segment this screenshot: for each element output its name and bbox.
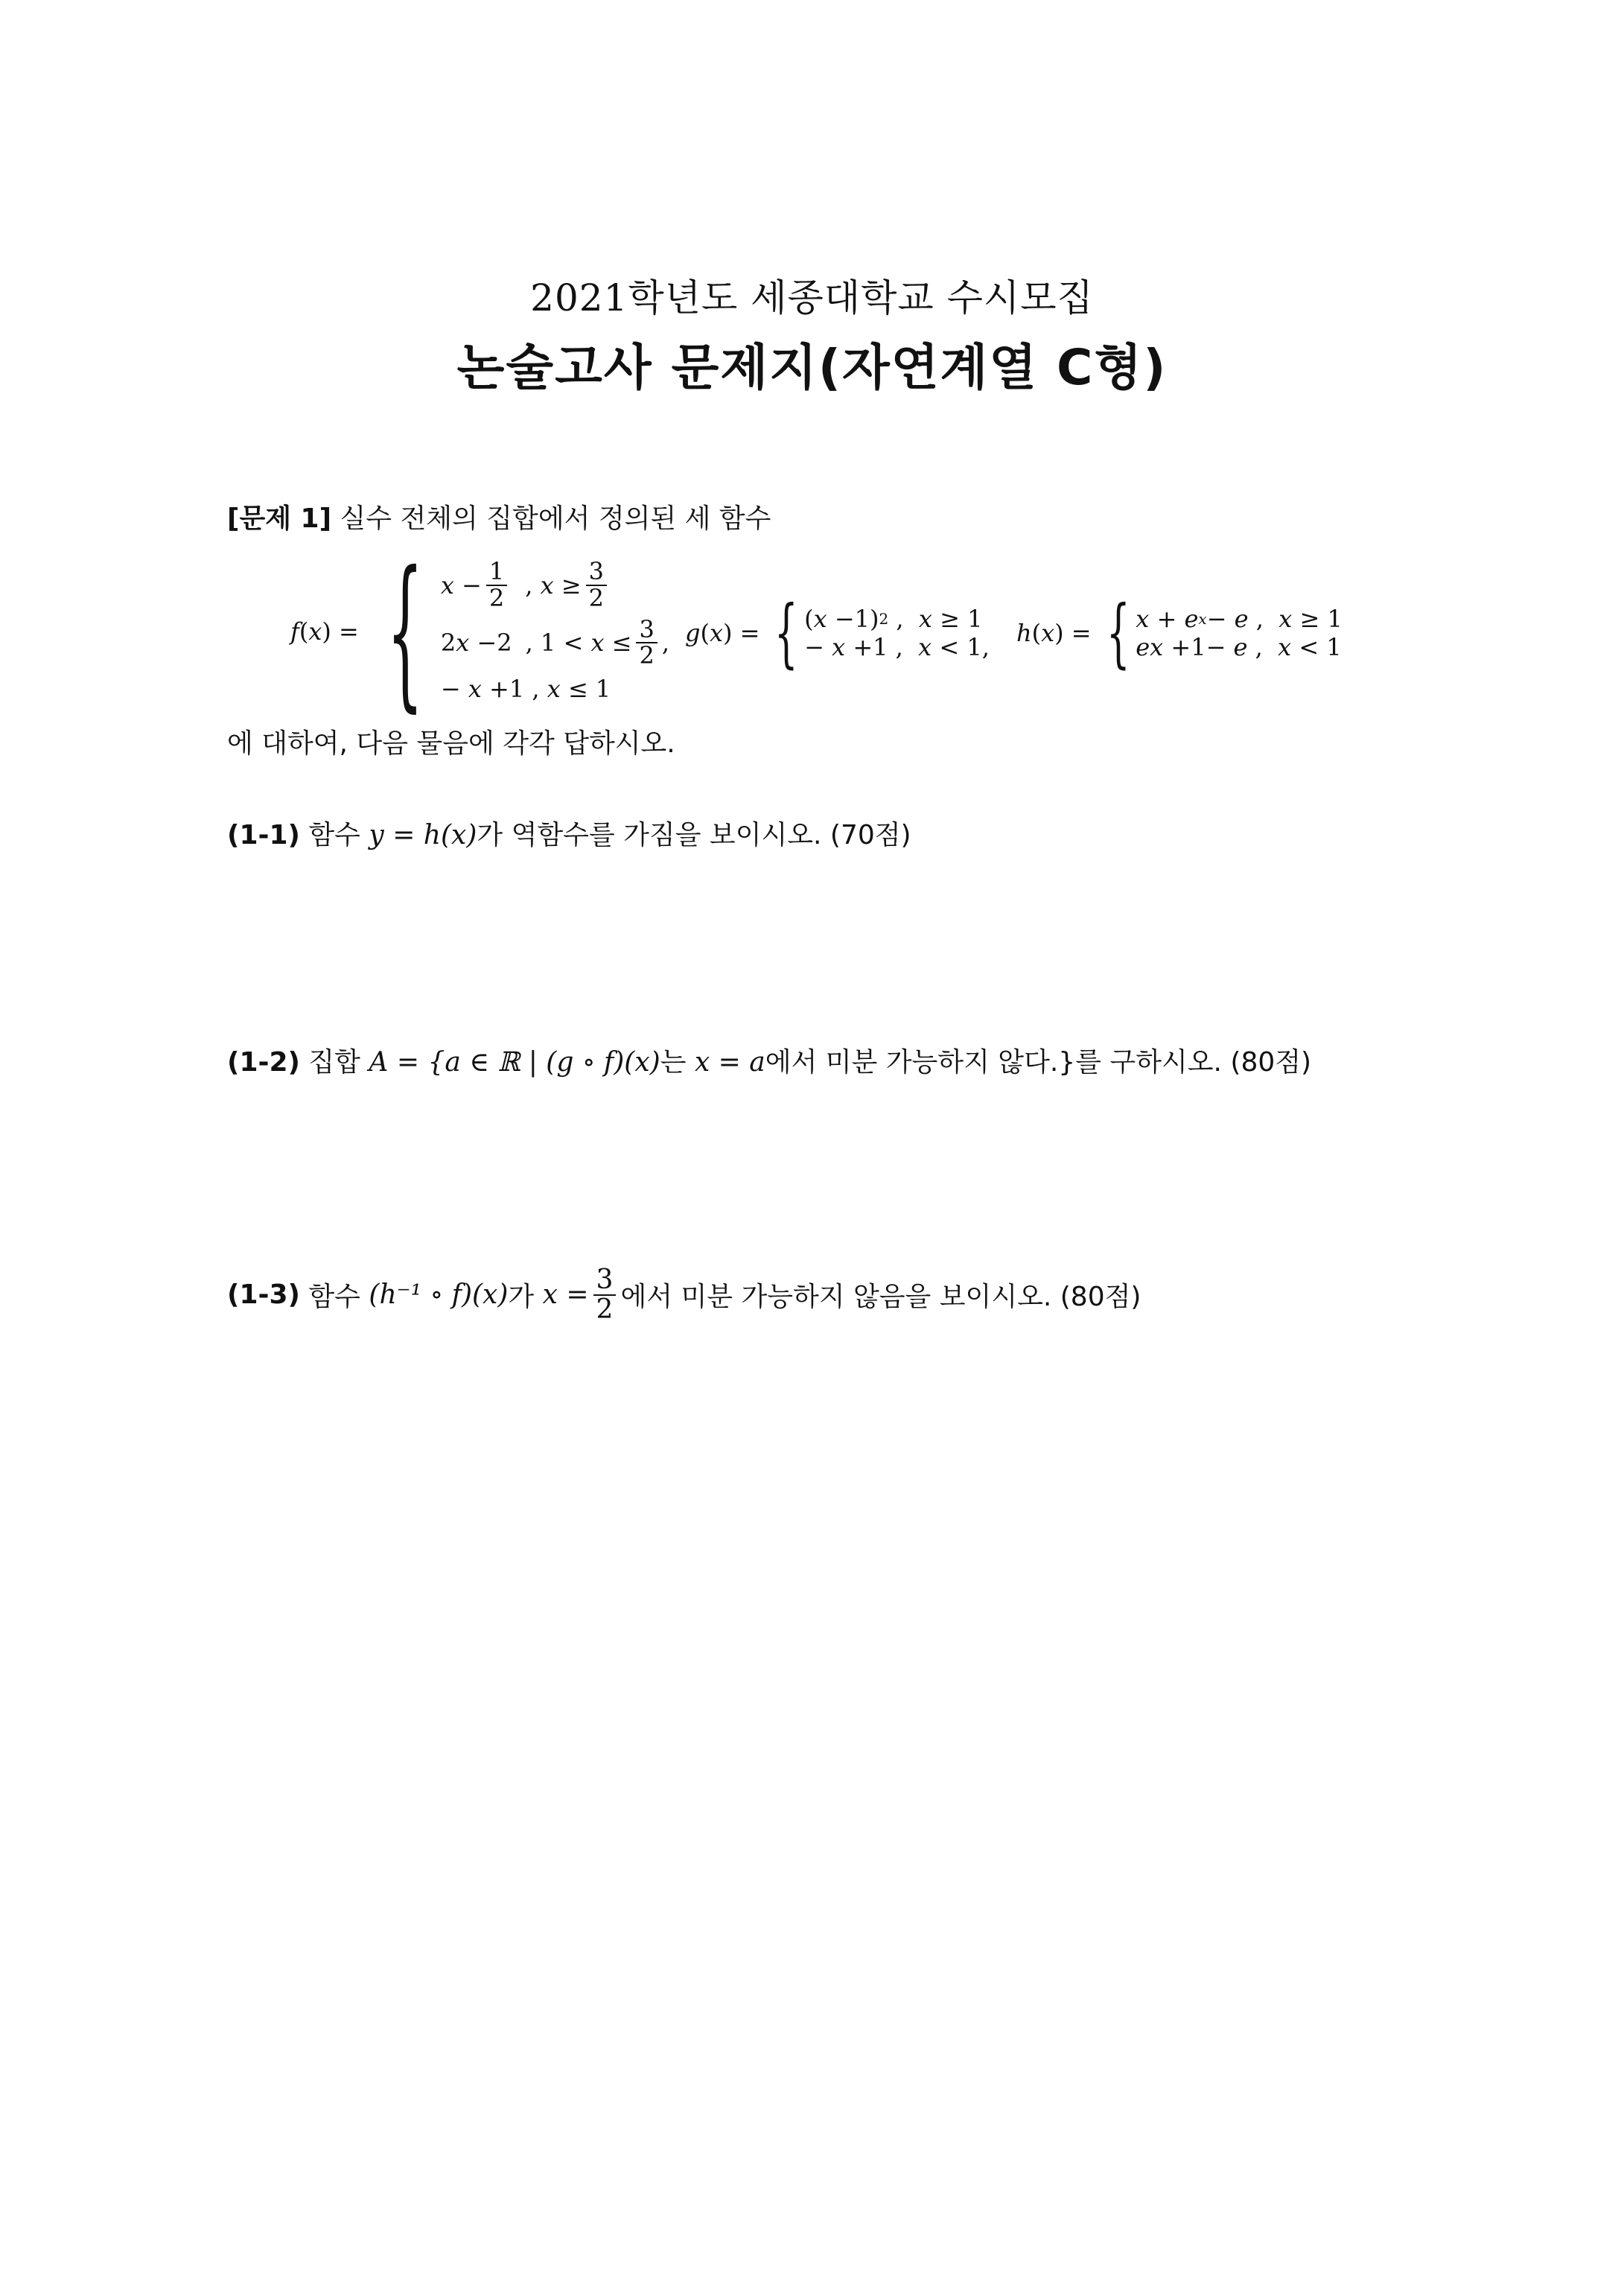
function-g-name: g(x) = — [685, 619, 760, 647]
function-f — [290, 535, 669, 727]
f-case-3: − x + 1 , x ≤ 1 — [440, 674, 611, 703]
left-brace-icon: { — [1106, 589, 1130, 676]
question-math: (h⁻¹ ∘ f)(x) — [369, 1279, 509, 1311]
problem-intro-text: 실수 전체의 집합에서 정의된 세 함수 — [340, 503, 771, 534]
function-h — [1016, 589, 1343, 676]
question-text: 는 — [660, 1047, 687, 1078]
problem-intro — [227, 497, 771, 535]
h-case-2: ex + 1 − e , x < 1 — [1136, 633, 1342, 661]
question-1-3 — [227, 1266, 1141, 1324]
question-math: A = {a ∈ ℝ | (g ∘ f)(x) — [369, 1047, 660, 1078]
question-label: (1-1) — [227, 820, 300, 850]
question-text: 가 — [508, 1282, 535, 1313]
question-math: y = h(x) — [369, 820, 477, 850]
f-case-1: x − $\frac{1}{2}$ , x ≥ $\frac{3}{2}$ — [441, 559, 669, 611]
question-text: 함수 — [308, 820, 360, 850]
exam-title-main: 논술고사 문제지(자연계열 C형) — [456, 339, 1168, 396]
question-text: 가 역함수를 가짐을 보이시오. (70점) — [477, 820, 911, 850]
function-g — [685, 589, 990, 676]
question-text: 집합 — [308, 1047, 360, 1078]
exam-title-year: 2021학년도 세종대학교 수시모집 — [530, 276, 1094, 319]
question-label: (1-3) — [227, 1279, 300, 1311]
g-case-2: − x + 1 , x < 1, — [804, 633, 990, 661]
function-definitions — [290, 535, 1370, 727]
question-text: 에서 미분 가능하지 않음을 보이시오. (80점) — [620, 1282, 1141, 1313]
problem-label: [문제 1] — [227, 503, 332, 534]
question-math: x = — [542, 1279, 589, 1311]
question-1-2 — [227, 1041, 1311, 1079]
function-h-name: h(x) = — [1016, 619, 1092, 647]
f-case-2: 2 x − 2 , 1 < x ≤ $\frac{3}{2}$ , — [440, 614, 669, 670]
question-label: (1-2) — [227, 1047, 300, 1078]
problem-outro: 에 대하여, 다음 물음에 각각 답하시오. — [227, 728, 675, 759]
left-brace-icon: { — [774, 589, 799, 676]
fraction: $\frac{3}{2}$ — [593, 1266, 617, 1324]
h-case-1: x + e x − e , x ≥ 1 — [1136, 605, 1343, 633]
question-text: 함수 — [308, 1282, 360, 1313]
question-text: 에서 미분 가능하지 않다.}를 구하시오. (80점) — [765, 1047, 1312, 1078]
function-f-name: f(x) = — [290, 617, 359, 646]
question-math: x = a — [694, 1047, 765, 1078]
question-1-1 — [227, 814, 911, 852]
left-brace-icon: { — [386, 535, 424, 727]
g-case-1: ( x − 1) 2 , x ≥ 1 — [804, 605, 983, 633]
